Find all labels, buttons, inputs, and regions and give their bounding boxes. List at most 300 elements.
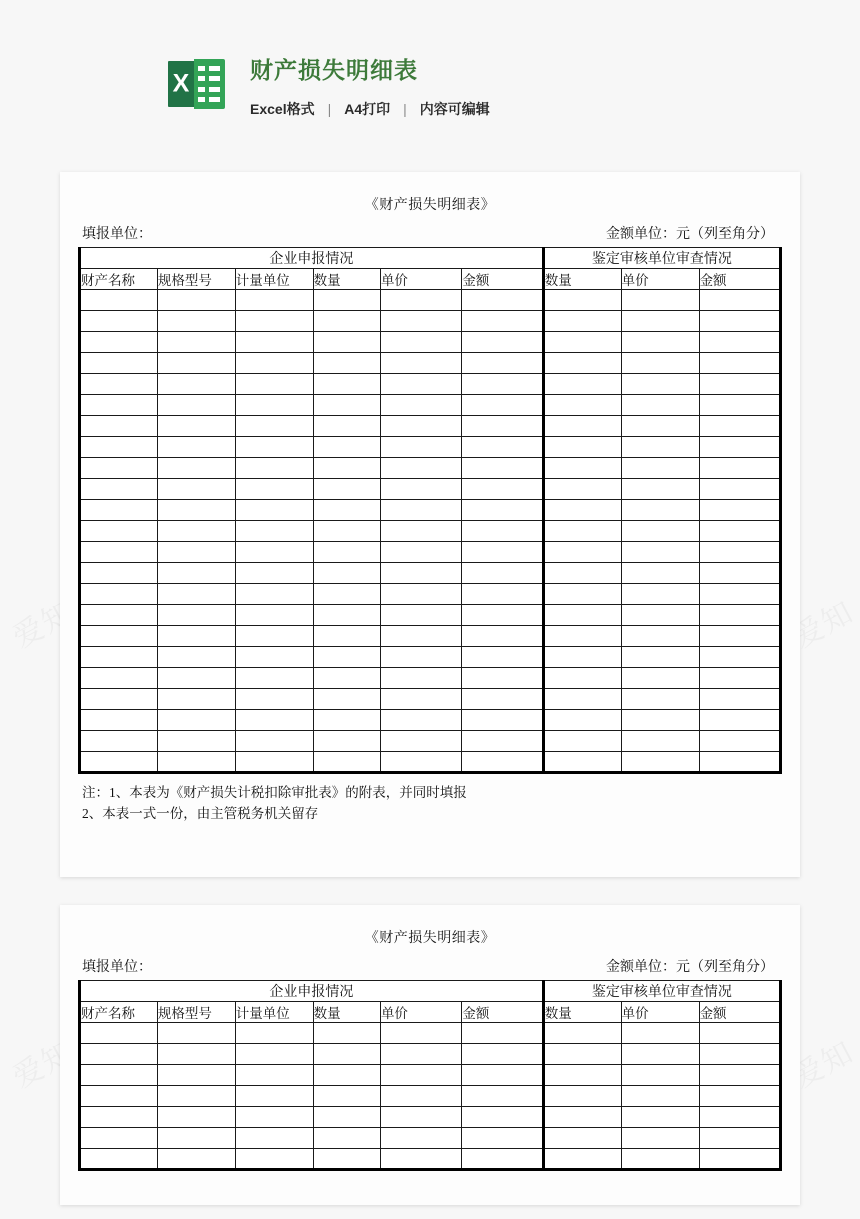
table-cell[interactable]	[80, 668, 158, 689]
table-cell[interactable]	[157, 647, 235, 668]
table-cell[interactable]	[543, 668, 621, 689]
table-cell[interactable]	[380, 605, 461, 626]
table-cell[interactable]	[699, 1086, 780, 1107]
table-cell[interactable]	[699, 311, 780, 332]
table-cell[interactable]	[462, 626, 543, 647]
table-cell[interactable]	[621, 521, 699, 542]
table-cell[interactable]	[157, 479, 235, 500]
table-cell[interactable]	[235, 1044, 313, 1065]
table-cell[interactable]	[462, 1128, 543, 1149]
table-cell[interactable]	[621, 500, 699, 521]
table-cell[interactable]	[543, 1128, 621, 1149]
table-row[interactable]	[80, 332, 781, 353]
table-cell[interactable]	[462, 689, 543, 710]
table-cell[interactable]	[462, 1065, 543, 1086]
table-cell[interactable]	[462, 605, 543, 626]
table-cell[interactable]	[543, 374, 621, 395]
table-cell[interactable]	[235, 668, 313, 689]
table-cell[interactable]	[621, 1065, 699, 1086]
table-cell[interactable]	[313, 605, 380, 626]
table-cell[interactable]	[313, 311, 380, 332]
table-cell[interactable]	[543, 1065, 621, 1086]
table-cell[interactable]	[80, 605, 158, 626]
table-cell[interactable]	[543, 689, 621, 710]
table-cell[interactable]	[543, 542, 621, 563]
table-cell[interactable]	[380, 332, 461, 353]
table-cell[interactable]	[543, 353, 621, 374]
table-cell[interactable]	[543, 290, 621, 311]
table-cell[interactable]	[235, 458, 313, 479]
table-cell[interactable]	[380, 584, 461, 605]
table-cell[interactable]	[235, 374, 313, 395]
table-cell[interactable]	[235, 395, 313, 416]
table-cell[interactable]	[313, 1149, 380, 1170]
table-row[interactable]	[80, 1107, 781, 1128]
table-cell[interactable]	[621, 1107, 699, 1128]
table-cell[interactable]	[380, 416, 461, 437]
table-cell[interactable]	[235, 689, 313, 710]
table-cell[interactable]	[157, 1149, 235, 1170]
table-cell[interactable]	[80, 752, 158, 773]
table-cell[interactable]	[157, 332, 235, 353]
table-cell[interactable]	[699, 731, 780, 752]
table-cell[interactable]	[313, 332, 380, 353]
table-cell[interactable]	[380, 1065, 461, 1086]
table-cell[interactable]	[380, 626, 461, 647]
table-cell[interactable]	[621, 1086, 699, 1107]
table-cell[interactable]	[235, 1128, 313, 1149]
table-cell[interactable]	[380, 710, 461, 731]
table-cell[interactable]	[462, 752, 543, 773]
table-cell[interactable]	[313, 647, 380, 668]
table-cell[interactable]	[235, 311, 313, 332]
table-cell[interactable]	[313, 584, 380, 605]
table-row[interactable]	[80, 689, 781, 710]
table-cell[interactable]	[621, 689, 699, 710]
table-cell[interactable]	[313, 395, 380, 416]
table-row[interactable]	[80, 458, 781, 479]
table-cell[interactable]	[462, 584, 543, 605]
table-cell[interactable]	[621, 752, 699, 773]
table-cell[interactable]	[543, 395, 621, 416]
table-cell[interactable]	[462, 290, 543, 311]
table-cell[interactable]	[699, 290, 780, 311]
table-cell[interactable]	[699, 332, 780, 353]
table-cell[interactable]	[235, 1107, 313, 1128]
table-cell[interactable]	[543, 647, 621, 668]
table-cell[interactable]	[157, 1086, 235, 1107]
table-cell[interactable]	[380, 689, 461, 710]
table-cell[interactable]	[313, 1128, 380, 1149]
table-cell[interactable]	[380, 500, 461, 521]
table-cell[interactable]	[80, 395, 158, 416]
table-row[interactable]	[80, 584, 781, 605]
table-cell[interactable]	[80, 1107, 158, 1128]
table-cell[interactable]	[380, 563, 461, 584]
table-cell[interactable]	[621, 731, 699, 752]
table-cell[interactable]	[157, 416, 235, 437]
table-cell[interactable]	[699, 710, 780, 731]
table-row[interactable]	[80, 1086, 781, 1107]
table-cell[interactable]	[621, 647, 699, 668]
table-cell[interactable]	[157, 689, 235, 710]
table-cell[interactable]	[380, 542, 461, 563]
table-cell[interactable]	[621, 437, 699, 458]
table-cell[interactable]	[80, 458, 158, 479]
table-cell[interactable]	[380, 1107, 461, 1128]
table-cell[interactable]	[462, 437, 543, 458]
table-cell[interactable]	[157, 626, 235, 647]
table-cell[interactable]	[543, 1044, 621, 1065]
table-cell[interactable]	[235, 605, 313, 626]
table-cell[interactable]	[543, 626, 621, 647]
table-cell[interactable]	[80, 353, 158, 374]
table-cell[interactable]	[157, 458, 235, 479]
table-cell[interactable]	[380, 647, 461, 668]
table-cell[interactable]	[621, 605, 699, 626]
table-cell[interactable]	[380, 1149, 461, 1170]
table-cell[interactable]	[157, 1023, 235, 1044]
table-row[interactable]	[80, 563, 781, 584]
table-cell[interactable]	[380, 521, 461, 542]
table-cell[interactable]	[699, 1065, 780, 1086]
table-cell[interactable]	[235, 1023, 313, 1044]
table-row[interactable]	[80, 521, 781, 542]
table-cell[interactable]	[380, 752, 461, 773]
table-cell[interactable]	[380, 479, 461, 500]
table-cell[interactable]	[157, 521, 235, 542]
table-cell[interactable]	[621, 1023, 699, 1044]
table-cell[interactable]	[235, 752, 313, 773]
table-cell[interactable]	[313, 542, 380, 563]
table-cell[interactable]	[380, 353, 461, 374]
table-cell[interactable]	[313, 458, 380, 479]
table-cell[interactable]	[313, 353, 380, 374]
table-cell[interactable]	[699, 437, 780, 458]
table-row[interactable]	[80, 668, 781, 689]
table-row[interactable]	[80, 626, 781, 647]
table-cell[interactable]	[80, 374, 158, 395]
table-row[interactable]	[80, 542, 781, 563]
table-cell[interactable]	[621, 353, 699, 374]
table-cell[interactable]	[313, 668, 380, 689]
table-cell[interactable]	[699, 689, 780, 710]
table-row[interactable]	[80, 500, 781, 521]
table-row[interactable]	[80, 605, 781, 626]
table-cell[interactable]	[462, 521, 543, 542]
table-cell[interactable]	[621, 1044, 699, 1065]
table-cell[interactable]	[621, 584, 699, 605]
table-cell[interactable]	[462, 395, 543, 416]
table-cell[interactable]	[157, 437, 235, 458]
table-cell[interactable]	[235, 500, 313, 521]
table-row[interactable]	[80, 752, 781, 773]
table-cell[interactable]	[699, 353, 780, 374]
table-cell[interactable]	[313, 479, 380, 500]
table-cell[interactable]	[380, 1086, 461, 1107]
table-cell[interactable]	[235, 731, 313, 752]
table-cell[interactable]	[157, 752, 235, 773]
table-cell[interactable]	[235, 710, 313, 731]
table-cell[interactable]	[462, 542, 543, 563]
table-cell[interactable]	[543, 710, 621, 731]
table-cell[interactable]	[462, 1107, 543, 1128]
table-cell[interactable]	[313, 290, 380, 311]
table-cell[interactable]	[80, 689, 158, 710]
table-cell[interactable]	[462, 374, 543, 395]
table-cell[interactable]	[462, 647, 543, 668]
table-cell[interactable]	[313, 1044, 380, 1065]
table-cell[interactable]	[621, 290, 699, 311]
table-cell[interactable]	[543, 500, 621, 521]
table-row[interactable]	[80, 416, 781, 437]
table-cell[interactable]	[543, 731, 621, 752]
table-cell[interactable]	[543, 311, 621, 332]
table-cell[interactable]	[80, 647, 158, 668]
table-cell[interactable]	[621, 332, 699, 353]
table-cell[interactable]	[699, 521, 780, 542]
table-cell[interactable]	[699, 752, 780, 773]
table-cell[interactable]	[80, 1149, 158, 1170]
table-row[interactable]	[80, 1023, 781, 1044]
table-cell[interactable]	[80, 416, 158, 437]
table-cell[interactable]	[462, 1023, 543, 1044]
table-row[interactable]	[80, 647, 781, 668]
table-row[interactable]	[80, 1065, 781, 1086]
table-cell[interactable]	[462, 479, 543, 500]
table-row[interactable]	[80, 479, 781, 500]
table-row[interactable]	[80, 353, 781, 374]
table-cell[interactable]	[157, 1107, 235, 1128]
table-cell[interactable]	[543, 521, 621, 542]
table-cell[interactable]	[235, 521, 313, 542]
table-cell[interactable]	[80, 1128, 158, 1149]
table-row[interactable]	[80, 437, 781, 458]
table-cell[interactable]	[699, 584, 780, 605]
table-cell[interactable]	[621, 563, 699, 584]
table-cell[interactable]	[380, 437, 461, 458]
table-cell[interactable]	[157, 395, 235, 416]
table-cell[interactable]	[80, 1065, 158, 1086]
table-cell[interactable]	[462, 563, 543, 584]
table-cell[interactable]	[543, 563, 621, 584]
table-cell[interactable]	[621, 542, 699, 563]
table-cell[interactable]	[699, 395, 780, 416]
table-cell[interactable]	[543, 1086, 621, 1107]
table-cell[interactable]	[462, 500, 543, 521]
table-cell[interactable]	[80, 584, 158, 605]
table-cell[interactable]	[80, 710, 158, 731]
table-cell[interactable]	[543, 1023, 621, 1044]
table-cell[interactable]	[699, 647, 780, 668]
table-cell[interactable]	[380, 1128, 461, 1149]
table-cell[interactable]	[80, 1044, 158, 1065]
table-cell[interactable]	[313, 1086, 380, 1107]
table-cell[interactable]	[543, 605, 621, 626]
table-cell[interactable]	[621, 1149, 699, 1170]
table-cell[interactable]	[157, 605, 235, 626]
table-row[interactable]	[80, 311, 781, 332]
table-cell[interactable]	[462, 668, 543, 689]
table-cell[interactable]	[699, 563, 780, 584]
table-cell[interactable]	[462, 311, 543, 332]
table-cell[interactable]	[621, 668, 699, 689]
table-cell[interactable]	[543, 752, 621, 773]
table-cell[interactable]	[235, 563, 313, 584]
table-cell[interactable]	[380, 311, 461, 332]
table-cell[interactable]	[543, 479, 621, 500]
table-cell[interactable]	[462, 416, 543, 437]
table-cell[interactable]	[621, 458, 699, 479]
table-cell[interactable]	[699, 374, 780, 395]
table-cell[interactable]	[157, 500, 235, 521]
table-cell[interactable]	[543, 458, 621, 479]
table-cell[interactable]	[313, 731, 380, 752]
table-cell[interactable]	[157, 374, 235, 395]
table-cell[interactable]	[313, 1065, 380, 1086]
table-cell[interactable]	[157, 311, 235, 332]
table-cell[interactable]	[621, 374, 699, 395]
table-row[interactable]	[80, 374, 781, 395]
table-cell[interactable]	[157, 1128, 235, 1149]
table-cell[interactable]	[699, 605, 780, 626]
table-cell[interactable]	[380, 668, 461, 689]
table-cell[interactable]	[235, 290, 313, 311]
table-cell[interactable]	[235, 584, 313, 605]
table-cell[interactable]	[380, 374, 461, 395]
table-cell[interactable]	[80, 1023, 158, 1044]
table-row[interactable]	[80, 731, 781, 752]
table-cell[interactable]	[621, 1128, 699, 1149]
table-cell[interactable]	[699, 1128, 780, 1149]
table-cell[interactable]	[235, 479, 313, 500]
table-cell[interactable]	[157, 563, 235, 584]
table-cell[interactable]	[543, 437, 621, 458]
table-row[interactable]	[80, 710, 781, 731]
table-cell[interactable]	[313, 374, 380, 395]
table-row[interactable]	[80, 1044, 781, 1065]
table-cell[interactable]	[462, 1044, 543, 1065]
table-cell[interactable]	[157, 290, 235, 311]
table-cell[interactable]	[313, 416, 380, 437]
table-cell[interactable]	[313, 626, 380, 647]
table-cell[interactable]	[313, 437, 380, 458]
table-cell[interactable]	[235, 626, 313, 647]
table-cell[interactable]	[235, 1065, 313, 1086]
table-cell[interactable]	[621, 626, 699, 647]
table-cell[interactable]	[699, 668, 780, 689]
table-cell[interactable]	[157, 731, 235, 752]
table-cell[interactable]	[462, 1149, 543, 1170]
table-cell[interactable]	[80, 290, 158, 311]
table-cell[interactable]	[462, 332, 543, 353]
table-cell[interactable]	[699, 1023, 780, 1044]
table-cell[interactable]	[380, 1023, 461, 1044]
table-cell[interactable]	[313, 500, 380, 521]
table-cell[interactable]	[80, 500, 158, 521]
table-cell[interactable]	[80, 521, 158, 542]
table-cell[interactable]	[699, 542, 780, 563]
table-cell[interactable]	[699, 626, 780, 647]
table-row[interactable]	[80, 290, 781, 311]
table-cell[interactable]	[157, 668, 235, 689]
table-cell[interactable]	[235, 416, 313, 437]
table-cell[interactable]	[313, 1023, 380, 1044]
table-cell[interactable]	[621, 311, 699, 332]
table-cell[interactable]	[80, 437, 158, 458]
table-row[interactable]	[80, 1128, 781, 1149]
table-cell[interactable]	[235, 647, 313, 668]
table-cell[interactable]	[380, 458, 461, 479]
table-cell[interactable]	[699, 1044, 780, 1065]
table-row[interactable]	[80, 1149, 781, 1170]
table-cell[interactable]	[699, 416, 780, 437]
table-cell[interactable]	[80, 542, 158, 563]
table-cell[interactable]	[157, 542, 235, 563]
table-cell[interactable]	[699, 500, 780, 521]
table-cell[interactable]	[80, 731, 158, 752]
table-cell[interactable]	[543, 1107, 621, 1128]
table-cell[interactable]	[462, 710, 543, 731]
table-cell[interactable]	[313, 689, 380, 710]
table-cell[interactable]	[380, 1044, 461, 1065]
table-cell[interactable]	[80, 311, 158, 332]
table-cell[interactable]	[543, 1149, 621, 1170]
table-cell[interactable]	[380, 395, 461, 416]
table-cell[interactable]	[543, 584, 621, 605]
table-cell[interactable]	[157, 584, 235, 605]
table-cell[interactable]	[543, 332, 621, 353]
table-cell[interactable]	[699, 479, 780, 500]
table-cell[interactable]	[621, 710, 699, 731]
table-cell[interactable]	[235, 1086, 313, 1107]
table-cell[interactable]	[80, 332, 158, 353]
table-cell[interactable]	[380, 290, 461, 311]
table-row[interactable]	[80, 395, 781, 416]
table-cell[interactable]	[699, 1149, 780, 1170]
table-cell[interactable]	[462, 353, 543, 374]
table-cell[interactable]	[699, 1107, 780, 1128]
table-cell[interactable]	[462, 731, 543, 752]
table-cell[interactable]	[313, 1107, 380, 1128]
table-cell[interactable]	[235, 1149, 313, 1170]
table-cell[interactable]	[80, 479, 158, 500]
table-cell[interactable]	[313, 710, 380, 731]
table-cell[interactable]	[157, 353, 235, 374]
table-cell[interactable]	[462, 458, 543, 479]
table-cell[interactable]	[235, 542, 313, 563]
table-cell[interactable]	[621, 479, 699, 500]
table-cell[interactable]	[699, 458, 780, 479]
table-cell[interactable]	[157, 1065, 235, 1086]
table-cell[interactable]	[462, 1086, 543, 1107]
table-cell[interactable]	[313, 752, 380, 773]
table-cell[interactable]	[157, 1044, 235, 1065]
table-cell[interactable]	[313, 521, 380, 542]
table-cell[interactable]	[80, 626, 158, 647]
table-cell[interactable]	[543, 416, 621, 437]
table-cell[interactable]	[80, 563, 158, 584]
table-cell[interactable]	[380, 731, 461, 752]
table-cell[interactable]	[235, 437, 313, 458]
table-cell[interactable]	[80, 1086, 158, 1107]
table-cell[interactable]	[621, 395, 699, 416]
table-cell[interactable]	[235, 332, 313, 353]
table-cell[interactable]	[313, 563, 380, 584]
table-cell[interactable]	[157, 710, 235, 731]
table-cell[interactable]	[235, 353, 313, 374]
table-cell[interactable]	[621, 416, 699, 437]
